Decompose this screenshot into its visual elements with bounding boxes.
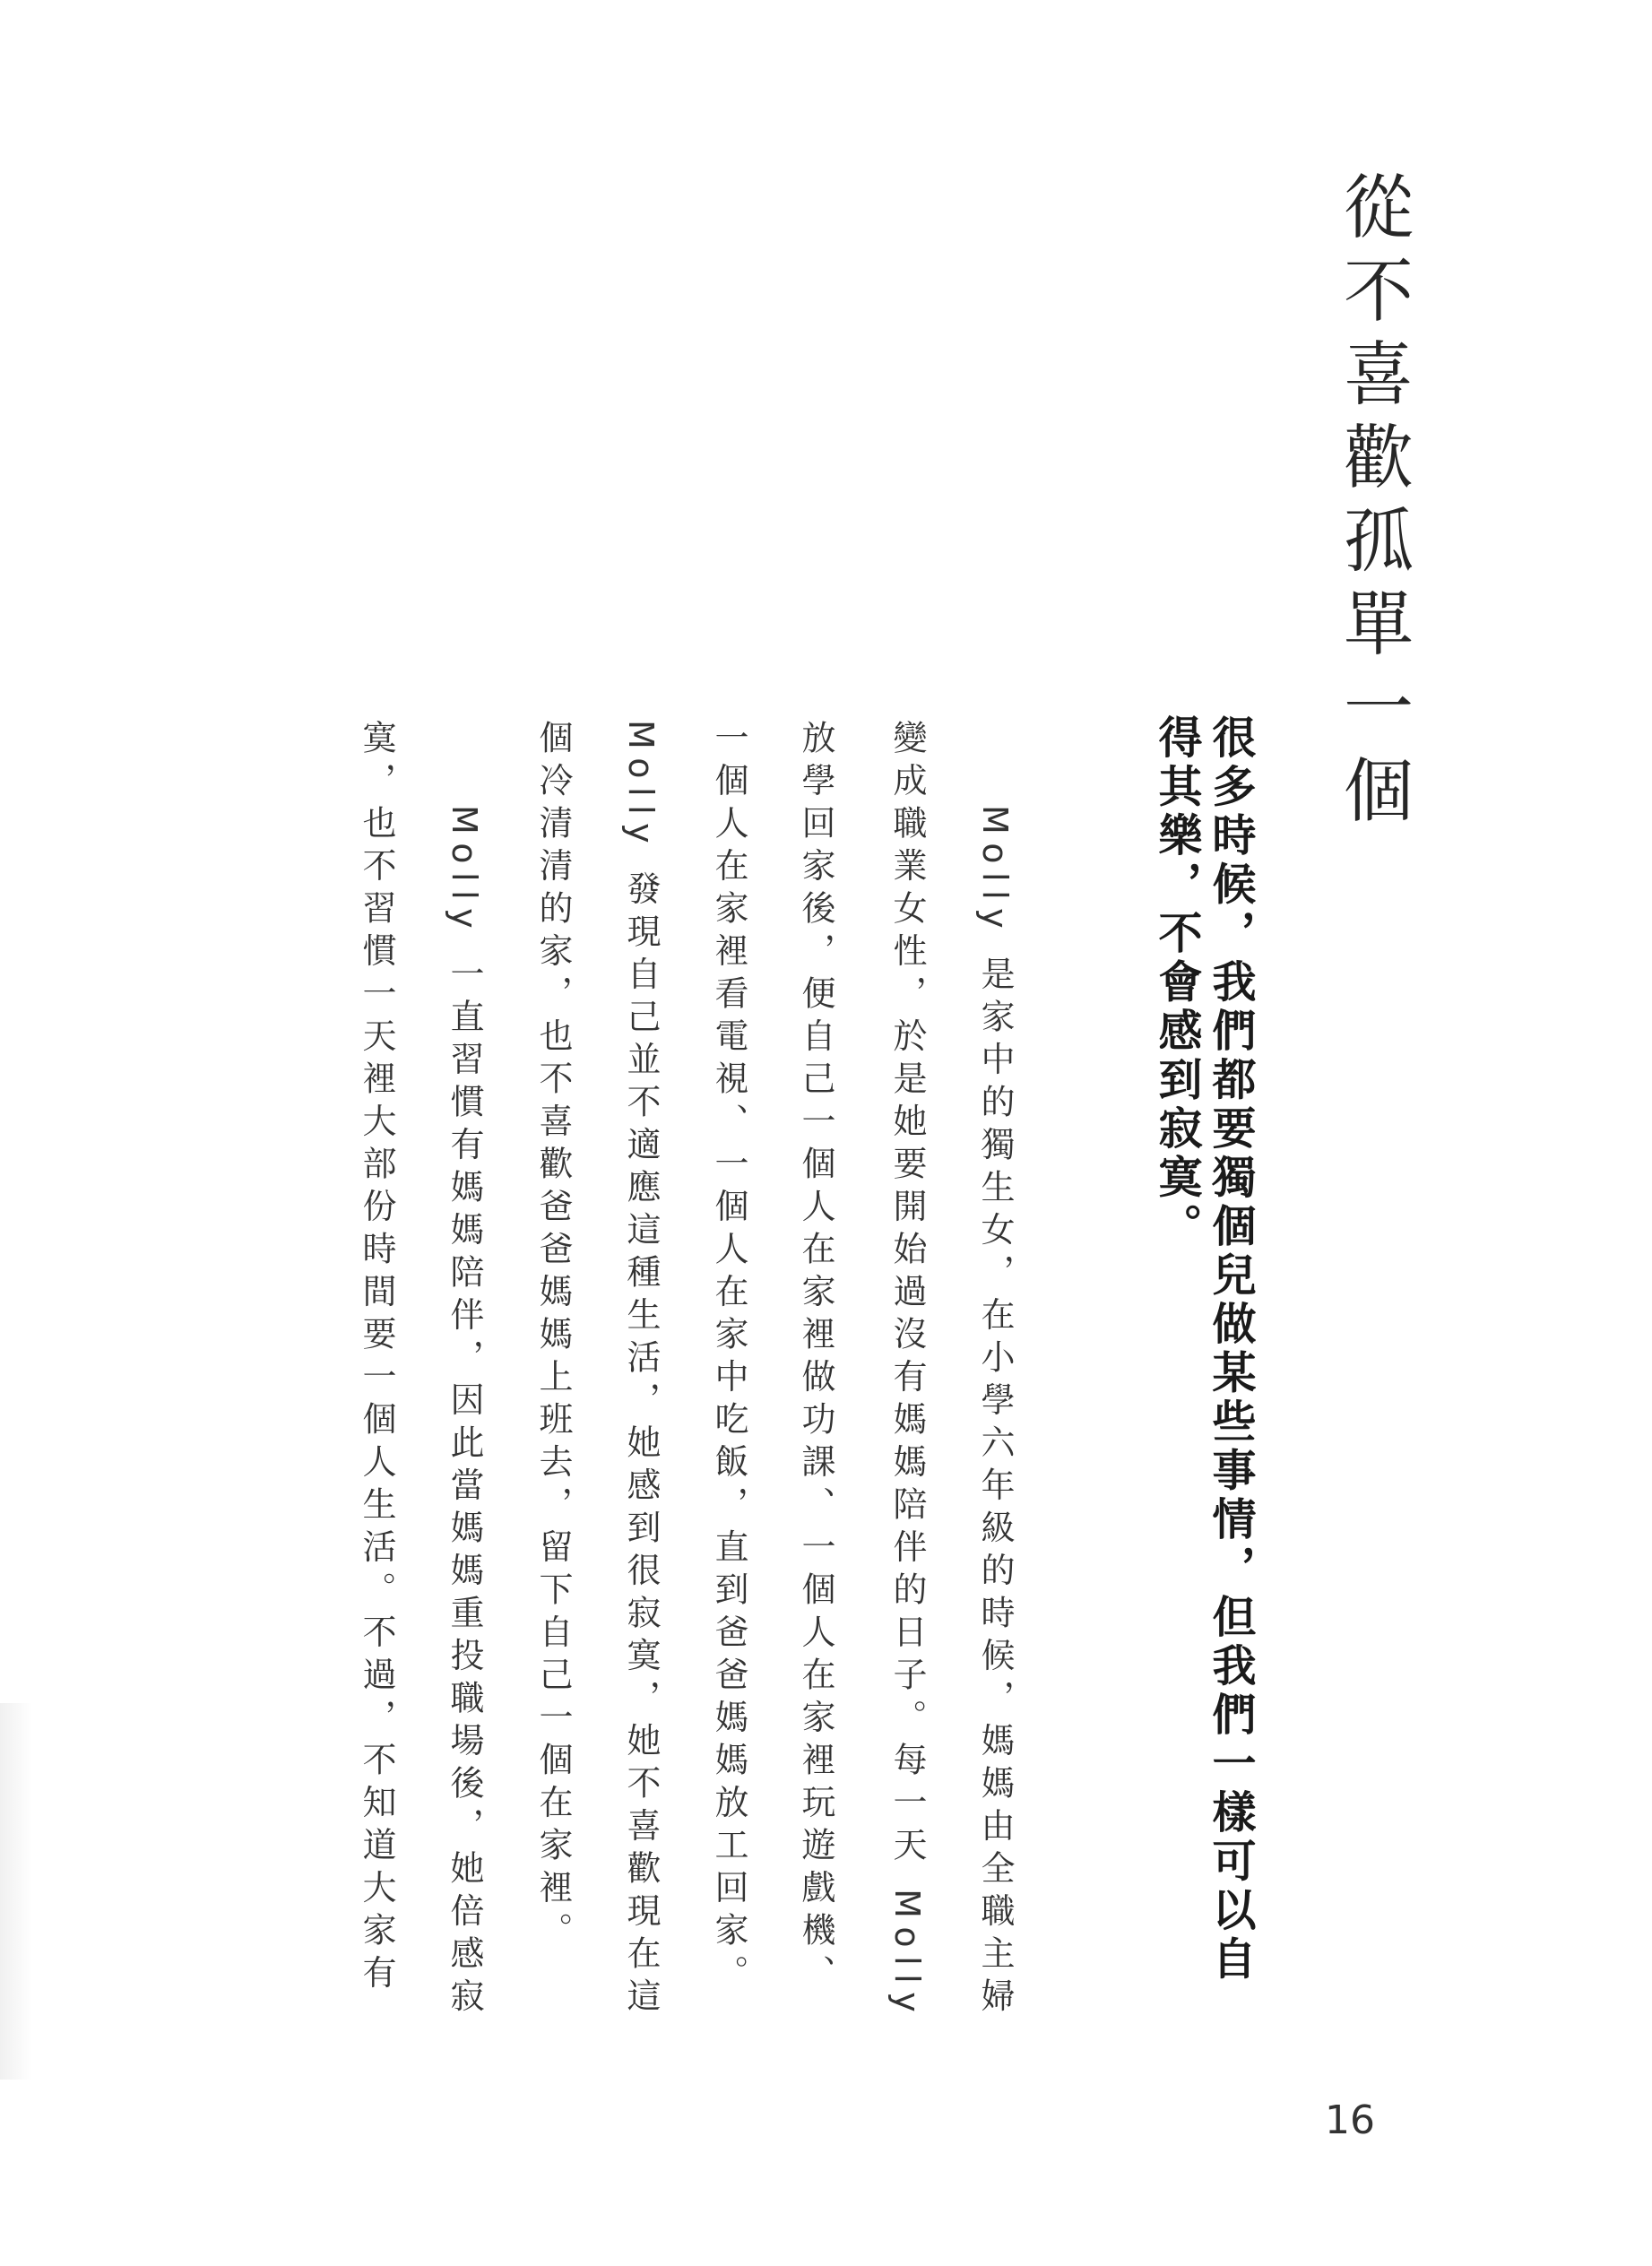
page-edge-shadow [0, 1703, 32, 2080]
subtitle-line-2: 得其樂，不會感到寂寞。 [1152, 714, 1203, 1252]
body-line-1: Molly 是家中的獨生女，在小學六年級的時候，媽媽由全職主婦 [975, 805, 1015, 2021]
body-line-3: 放學回家後，便自己一個人在家裡做功課、一個人在家裡玩遊戲機、 [796, 720, 835, 1997]
page-number: 16 [1325, 2097, 1375, 2143]
body-line-5: Molly 發現自己並不適應這種生活，她感到很寂寞，她不喜歡現在這 [621, 720, 661, 2021]
body-line-4: 一個人在家裡看電視、一個人在家中吃飯，直到爸爸媽媽放工回家。 [709, 720, 748, 1997]
body-line-7: Molly 一直習慣有媽媽陪伴，因此當媽媽重投職場後，她倍感寂 [445, 805, 484, 2021]
body-line-6: 個冷清清的家，也不喜歡爸爸媽媽上班去，留下自己一個在家裡。 [533, 720, 573, 1955]
chapter-title: 從不喜歡孤單一個 [1332, 170, 1413, 837]
subtitle-line-1: 很多時候，我們都要獨個兒做某些事情，但我們一樣可以自 [1206, 714, 1257, 1985]
body-line-8: 寞，也不習慣一天裡大部份時間要一個人生活。不過，不知道大家有 [357, 720, 396, 1997]
body-line-2: 變成職業女性，於是她要開始過沒有媽媽陪伴的日子。每一天 Molly [887, 720, 927, 2021]
